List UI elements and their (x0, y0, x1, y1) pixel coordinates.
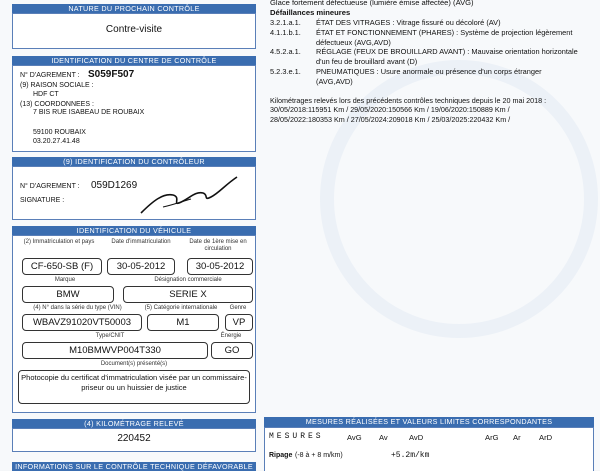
signature-drawing (133, 171, 243, 219)
mesures-title: MESURES RÉALISÉES ET VALEURS LIMITES CORRESPONDANTES (264, 417, 594, 427)
mesures-header: MESURES (269, 432, 324, 441)
denom-field: SERIE X (123, 286, 253, 303)
km-history-line: 28/05/2022:180353 Km / 27/05/2024:209018 Km / 25/03/2025:220432 Km / (270, 114, 511, 124)
raison-label: (9) RAISON SOCIALE : (20, 82, 94, 89)
defect-code: 5.2.3.e.1. (270, 66, 301, 76)
mesures-col-header: Av (379, 433, 388, 442)
defect-item (270, 18, 590, 28)
denom-header: Désignation commerciale (154, 277, 222, 283)
km-history-line: 30/05/2018:115951 Km / 29/05/2020:150566 Km / 19/06/2020:150889 Km / (270, 105, 510, 115)
defect-code: 4.5.2.a.1. (270, 47, 301, 57)
raison-value: HDF CT (33, 91, 59, 98)
nature-title: NATURE DU PROCHAIN CONTRÔLE (12, 4, 256, 13)
defect-text: (AVG,AVD) (316, 76, 353, 86)
defects-section: Défaillances mineures (270, 8, 351, 17)
docs-text: Photocopie du certificat d'immatriculation visée par un commissaire-priseur ou un huissier de justice (21, 373, 247, 392)
signature-label: SIGNATURE : (20, 197, 65, 204)
centre-box (12, 65, 256, 152)
defect-text: PNEUMATIQUES : Usure anormale ou présence d'un corps étranger (316, 66, 542, 76)
mesures-col-header: AvG (347, 433, 362, 442)
controleur-box (12, 166, 256, 220)
docs-field (18, 370, 250, 404)
defect-code: 4.1.1.b.1. (270, 27, 301, 37)
marque-field: BMW (22, 286, 114, 303)
genre-header: Genre (229, 305, 247, 311)
date-first-header: Date de 1ère mise en circulation (189, 239, 247, 252)
immat-field: CF-650-SB (F) (22, 258, 102, 275)
defect-item (270, 28, 590, 38)
coord-label: (13) COORDONNEES : (20, 101, 94, 108)
type-header: Type/CNIT (95, 333, 125, 339)
controleur-agrement: 059D1269 (91, 180, 138, 191)
genre-field: VP (225, 314, 253, 331)
centre-phone: 03.20.27.41.48 (33, 138, 80, 145)
defect-top-line: Glace fortement défectueuse (lumière émise affectée) (AVG) (270, 0, 474, 7)
date-first-field: 30-05-2012 (187, 258, 253, 275)
km-history (270, 96, 590, 124)
defect-item (270, 57, 590, 67)
ripage-range: (-8 à + 8 m/km) (295, 452, 343, 459)
defect-item (270, 77, 590, 87)
km-box (12, 428, 256, 452)
defect-code: 3.2.1.a.1. (270, 18, 301, 27)
centre-title: IDENTIFICATION DU CENTRE DE CONTRÔLE (12, 56, 256, 65)
mesures-box (264, 427, 594, 471)
ripage-value: +5.2m/km (391, 451, 430, 460)
controleur-title: (9) IDENTIFICATION DU CONTRÔLEUR (12, 157, 256, 166)
vin-header: (4) N° dans la série du type (VIN) (33, 305, 122, 311)
cat-header: (5) Catégorie internationale (144, 305, 218, 311)
defect-text: RÉGLAGE (FEUX DE BROUILLARD AVANT) : Mauvaise orientation horizontale (316, 47, 578, 57)
bottom-left-title: INFORMATIONS SUR LE CONTRÔLE TECHNIQUE DÉFAVORABLE (12, 462, 256, 471)
defect-item (270, 38, 590, 48)
energie-field: GO (211, 342, 253, 359)
vehicule-box (12, 235, 256, 413)
ripage-label: Ripage (269, 452, 293, 459)
defect-item (270, 47, 590, 57)
centre-city: 59100 ROUBAIX (33, 129, 86, 136)
defect-item (270, 67, 590, 77)
centre-agrement-label: N° D'AGREMENT : (20, 72, 80, 79)
centre-agrement: S059F507 (88, 69, 135, 80)
energie-header: Énergie (220, 333, 242, 339)
km-value: 220452 (117, 433, 151, 444)
mesures-col-header: ArG (485, 433, 499, 442)
defects-list (270, 18, 590, 87)
defect-text: ÉTAT ET FONCTIONNEMENT (PHARES) : Système de projection légèrement (316, 27, 573, 37)
km-title: (4) KILOMÉTRAGE RELEVÉ (12, 419, 256, 428)
centre-address: 7 BIS RUE ISABEAU DE ROUBAIX (33, 109, 145, 116)
date-immat-field: 30-05-2012 (107, 258, 175, 275)
nature-value: Contre-visite (105, 24, 163, 35)
defect-text: d'un feu de brouillard avant (D) (316, 57, 418, 67)
vehicule-title: IDENTIFICATION DU VÉHICULE (12, 226, 256, 235)
mesures-col-header: Ar (513, 433, 521, 442)
km-history-line: Kilométrages relevés lors des précédents contrôles techniques depuis le 20 mai 2018 : (270, 96, 547, 105)
defect-text: ÉTAT DES VITRAGES : Vitrage fissuré ou décoloré (AV) (316, 18, 501, 27)
mesures-col-header: AvD (409, 433, 424, 442)
controleur-agrement-label: N° D'AGREMENT : (20, 183, 80, 190)
cat-field: M1 (147, 314, 219, 331)
nature-box (12, 13, 256, 49)
defect-text: défectueux (AVG,AVD) (316, 37, 391, 47)
type-field: M10BMWVP004T330 (22, 342, 208, 359)
date-immat-header: Date d'immatriculation (111, 239, 171, 245)
mesures-col-header: ArD (539, 433, 553, 442)
immat-header: (2) Immatriculation et pays (23, 239, 95, 245)
docs-header: Document(s) présenté(s) (100, 361, 168, 367)
marque-header: Marque (54, 277, 76, 283)
vin-field: WBAVZ91020VT50003 (22, 314, 142, 331)
